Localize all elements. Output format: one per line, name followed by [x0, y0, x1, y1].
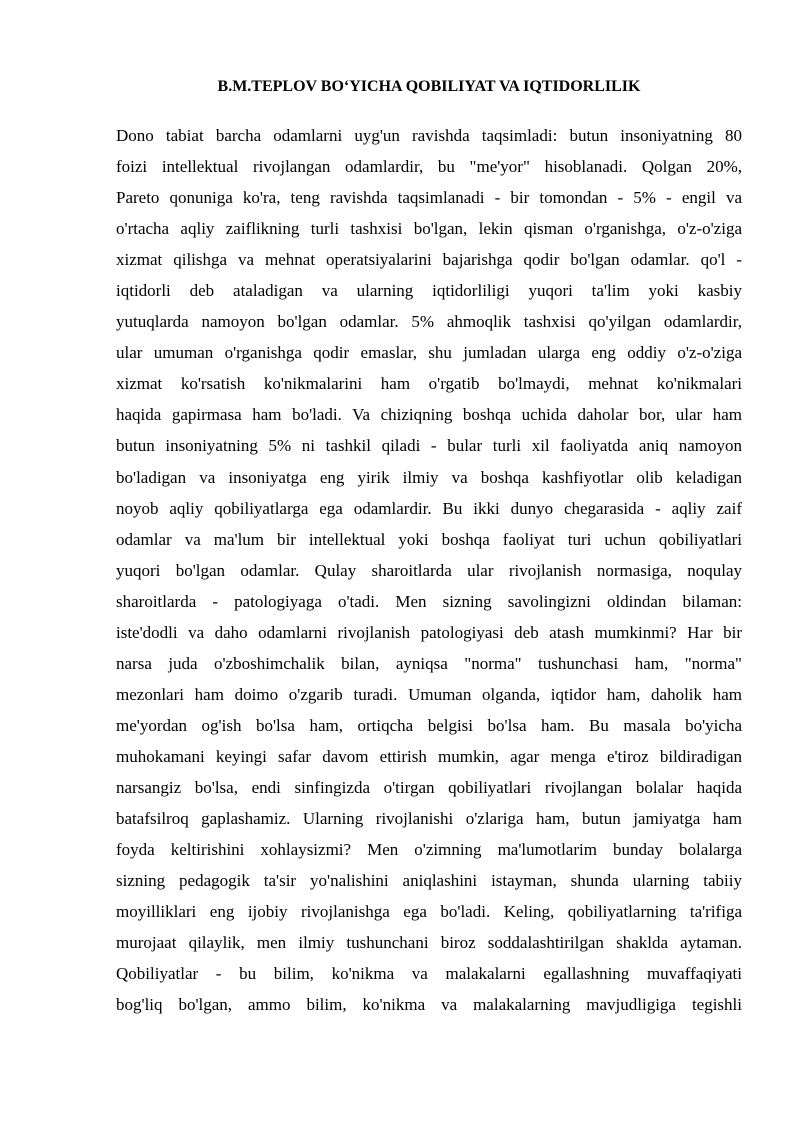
text-line: Qobiliyatlar - bu bilim, ko'nikma va malakalarni egallashning muvaffaqiyati — [116, 964, 742, 984]
text-line: yuqori bo'lgan odamlar. Qulay sharoitlarda ular rivojlanish normasiga, noqulay — [116, 560, 742, 580]
document-body — [116, 120, 742, 1020]
text-line: ular umuman o'rganishga qodir emaslar, shu jumladan ularga eng oddiy o'z-o'ziga — [116, 343, 742, 363]
text-line: sharoitlarda - patologiyaga o'tadi. Men sizning savolingizni oldindan bilaman: — [116, 591, 742, 611]
text-line: narsangiz bo'lsa, endi sinfingizda o'tirgan qobiliyatlari rivojlangan bolalar haqida — [116, 777, 742, 797]
text-line: bog'liq bo'lgan, ammo bilim, ko'nikma va malakalarning mavjudligiga tegishli — [116, 995, 742, 1015]
text-line: sizning pedagogik ta'sir yo'nalishini aniqlashini istayman, shunda ularning tabiiy — [116, 871, 742, 891]
text-line: bo'ladigan va insoniyatga eng yirik ilmiy va boshqa kashfiyotlar olib keladigan — [116, 467, 742, 487]
text-line: narsa juda o'zboshimchalik bilan, ayniqsa "norma" tushunchasi ham, "norma" — [116, 653, 742, 673]
text-line: yutuqlarda namoyon bo'lgan odamlar. 5% ahmoqlik tashxisi qo'yilgan odamlardir, — [116, 312, 742, 332]
text-line: Dono tabiat barcha odamlarni uyg'un ravishda taqsimladi: butun insoniyatning 80 — [116, 126, 742, 145]
text-line: xizmat ko'rsatish ko'nikmalarini ham o'rgatib bo'lmaydi, mehnat ko'nikmalari — [116, 374, 742, 394]
text-line: foizi intellektual rivojlangan odamlardir, bu "me'yor" hisoblanadi. Qolgan 20%, — [116, 157, 742, 177]
text-line: me'yordan og'ish bo'lsa ham, ortiqcha belgisi bo'lsa ham. Bu masala bo'yicha — [116, 715, 742, 735]
text-line: butun insoniyatning 5% ni tashkil qiladi - bular turli xil faoliyatda aniq namoyon — [116, 436, 742, 456]
text-line: o'rtacha aqliy zaiflikning turli tashxisi bo'lgan, lekin qisman o'rganishga, o'z-o'ziga — [116, 219, 742, 239]
text-line: muhokamani keyingi safar davom ettirish mumkin, agar menga e'tiroz bildiradigan — [116, 746, 742, 766]
text-line: batafsilroq gaplashamiz. Ularning rivojlanishi o'zlariga ham, butun jamiyatga ham — [116, 809, 742, 829]
text-line: mezonlari ham doimo o'zgarib turadi. Umuman olganda, iqtidor ham, daholik ham — [116, 684, 742, 704]
text-line: iste'dodli va daho odamlarni rivojlanish patologiyasi deb atash mumkinmi? Har bir — [116, 622, 742, 642]
text-line: moyilliklari eng ijobiy rivojlanishga ega bo'ladi. Keling, qobiliyatlarning ta'rifiga — [116, 902, 742, 922]
text-line: foyda keltirishini xohlaysizmi? Men o'zimning ma'lumotlarim bunday bolalarga — [116, 840, 742, 860]
text-line: murojaat qilaylik, men ilmiy tushunchani biroz soddalashtirilgan shaklda aytaman. — [116, 933, 742, 953]
text-line: iqtidorli deb ataladigan va ularning iqtidorliligi yuqori ta'lim yoki kasbiy — [116, 281, 742, 301]
document-title: B.M.TEPLOV BO‘YICHA QOBILIYAT VA IQTIDORLILIK — [217, 78, 641, 95]
text-line: noyob aqliy qobiliyatlarga ega odamlardir. Bu ikki dunyo chegarasida - aqliy zaif — [116, 498, 742, 518]
text-line: haqida gapirmasa ham bo'ladi. Va chiziqning boshqa uchida daholar bor, ular ham — [116, 405, 742, 425]
text-line: xizmat qilishga va mehnat operatsiyalarini bajarishga qodir bo'lgan odamlar. qo'l - — [116, 250, 742, 270]
text-line: Pareto qonuniga ko'ra, teng ravishda taqsimlanadi - bir tomondan - 5% - engil va — [116, 188, 742, 208]
text-line: odamlar va ma'lum bir intellektual yoki boshqa faoliyat turi uchun qobiliyatlari — [116, 529, 742, 549]
